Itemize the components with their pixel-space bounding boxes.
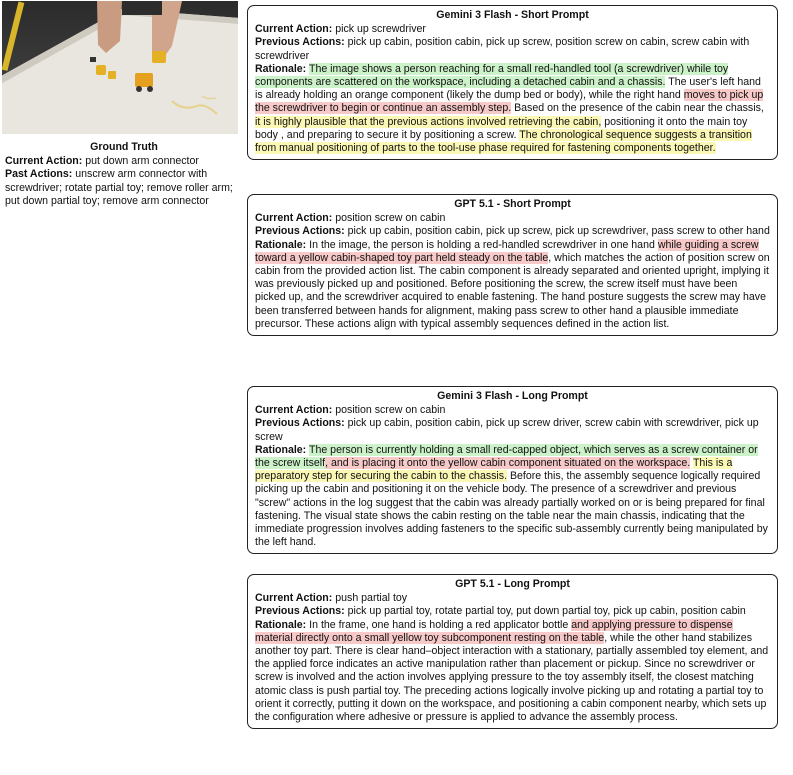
card-previous-actions: [255, 225, 770, 238]
card-previous-actions: [255, 605, 770, 618]
card-current-action: [255, 404, 770, 417]
card-previous-actions: [255, 417, 770, 443]
rationale-segment-red: while guiding a screw toward a yellow cabin-shaped toy part held steady on the table: [255, 238, 759, 264]
gt-current-action-label: Current Action:: [5, 155, 83, 168]
rationale-segment: , while the other hand stabilizes another toy part. There is clear hand–object interaction with a stationary, partially assembled toy element, and the applied force indicates an active manipulation rather than placement or pickup. Since no screwdriver or screw is involved and the action involves applying pressure to the toy assembly itself, the closest matching atomic class is push partial toy. The preceding actions logically involve picking up and rotating a partial toy to orient it correctly, putting it down on the workspace, and positioning a cabin component nearby, which sets up the configuration where adhesive or pressure is applied to advance the assembly process.: [255, 631, 769, 724]
current-action-value: position screw on cabin: [335, 212, 446, 225]
rationale-text: [255, 239, 770, 330]
current-action-value: position screw on cabin: [335, 404, 446, 417]
rationale-text: [255, 619, 768, 723]
rationale-segment: Based on the presence of the cabin near the chassis,: [511, 102, 764, 115]
rationale-segment-red: moves to pick up the screwdriver to begin or continue an assembly step.: [255, 89, 764, 115]
gt-past-actions: [5, 168, 243, 208]
card-rationale: [255, 444, 770, 550]
previous-actions-label: Previous Actions:: [255, 417, 345, 430]
card-title: GPT 5.1 - Long Prompt: [455, 578, 570, 590]
previous-actions-value: pick up cabin, position cabin, pick up screw, pick up screwdriver, pass screw to other hand: [347, 225, 770, 238]
ground-truth-title: Ground Truth: [90, 141, 158, 153]
gt-current-action-value: put down arm connector: [85, 155, 199, 168]
previous-actions-value: pick up cabin, position cabin, pick up screw, position screw on cabin, screw cabin with screwdriver: [255, 36, 750, 62]
rationale-text: [255, 63, 764, 154]
workspace-photo-drawing: [2, 1, 238, 134]
rationale-segment-yellow: it is highly plausible that the previous actions involved retrieving the cabin,: [255, 115, 602, 128]
card-rationale: [255, 239, 770, 331]
current-action-value: push partial toy: [335, 592, 408, 605]
current-action-value: pick up screwdriver: [335, 23, 426, 36]
previous-actions-value: pick up partial toy, rotate partial toy, put down partial toy, pick up cabin, position cabin: [347, 605, 746, 618]
card-previous-actions: [255, 36, 770, 62]
card-gpt-short: [247, 194, 778, 336]
rationale-label: Rationale:: [255, 618, 307, 631]
previous-actions-label: Previous Actions:: [255, 225, 345, 238]
rationale-segment-yellow: The chronological sequence suggests a transition from manual positioning of parts to the tool-use phase required for fastening components together.: [255, 128, 752, 155]
rationale-segment-red: , and is placing it onto the yellow cabin component situated on the workspace.: [325, 457, 691, 470]
rationale-segment-yellow: This is a preparatory step for securing the cabin to the chassis.: [255, 457, 733, 483]
rationale-label: Rationale:: [255, 443, 307, 456]
gt-past-actions-value: unscrew arm connector with screwdriver; rotate partial toy; remove roller arm; put down partial toy; remove arm connector: [5, 168, 233, 207]
current-action-label: Current Action:: [255, 592, 333, 605]
card-gpt-long: [247, 574, 778, 729]
card-gemini-long: [247, 386, 778, 554]
rationale-segment: positioning it onto the main toy body , and preparing to secure it by positioning a screw.: [255, 115, 748, 141]
card-current-action: [255, 23, 770, 36]
rationale-segment: In the image, the person is holding a red-handled screwdriver in one hand: [309, 238, 658, 251]
workspace-photo: [2, 1, 238, 134]
card-title: GPT 5.1 - Short Prompt: [454, 198, 571, 210]
rationale-segment: In the frame, one hand is holding a red applicator bottle: [309, 618, 572, 631]
gt-current-action: [5, 155, 243, 168]
rationale-label: Rationale:: [255, 238, 307, 251]
rationale-segment-red: and applying pressure to dispense material directly onto a small yellow toy subcomponent resting on the table: [255, 618, 733, 644]
ground-truth-panel: [5, 141, 243, 208]
card-rationale: [255, 619, 770, 725]
rationale-segment-green: The person is currently holding a small red-capped object, which serves as a screw container or the screw itself: [255, 443, 758, 470]
card-rationale: [255, 63, 770, 155]
current-action-label: Current Action:: [255, 23, 333, 36]
gt-past-actions-label: Past Actions:: [5, 168, 73, 181]
previous-actions-label: Previous Actions:: [255, 36, 345, 49]
rationale-segment: , which matches the action of position screw on cabin from the provided action list. The cabin component is already separated and oriented upright, implying it was previously picked up and positioned. Before positioning the screw, the screw itself must have been picked up, and the screwdriver acquired to enable fastening. The hand posture suggests the screw may have been transferred between hands for alignment, making pass screw to other hand a plausible immediate precursor. These actions align with typical assembly sequences defined in the action list.: [255, 251, 770, 330]
card-title: Gemini 3 Flash - Short Prompt: [436, 9, 589, 21]
rationale-segment-green: The image shows a person reaching for a small red-handled tool (a screwdriver) while toy components are scattered on the workspace, including a detached cabin and a chassis.: [255, 62, 729, 89]
rationale-text: [255, 444, 768, 548]
previous-actions-value: pick up cabin, position cabin, pick up screw driver, screw cabin with screwdriver, pick up screw: [255, 417, 759, 443]
rationale-segment: The user's left hand is already holding an orange component (likely the dump bed or body), while the right hand: [255, 76, 761, 102]
rationale-segment: Before this, the assembly sequence logically required picking up the cabin and positioning it on the vehicle body. The presence of a screwdriver and previous "screw" actions in the log suggest that the cabin was already partially worked on or is being prepared for final fastening. The visual state shows the cabin resting on the table near the main chassis, indicating that the immediate progression involves adding fasteners to the specific sub-assembly currently being manipulated by the left hand.: [255, 470, 768, 549]
current-action-label: Current Action:: [255, 212, 333, 225]
current-action-label: Current Action:: [255, 404, 333, 417]
rationale-label: Rationale:: [255, 62, 307, 75]
card-title: Gemini 3 Flash - Long Prompt: [437, 390, 588, 402]
card-current-action: [255, 592, 770, 605]
previous-actions-label: Previous Actions:: [255, 605, 345, 618]
card-gemini-short: [247, 5, 778, 160]
card-current-action: [255, 212, 770, 225]
